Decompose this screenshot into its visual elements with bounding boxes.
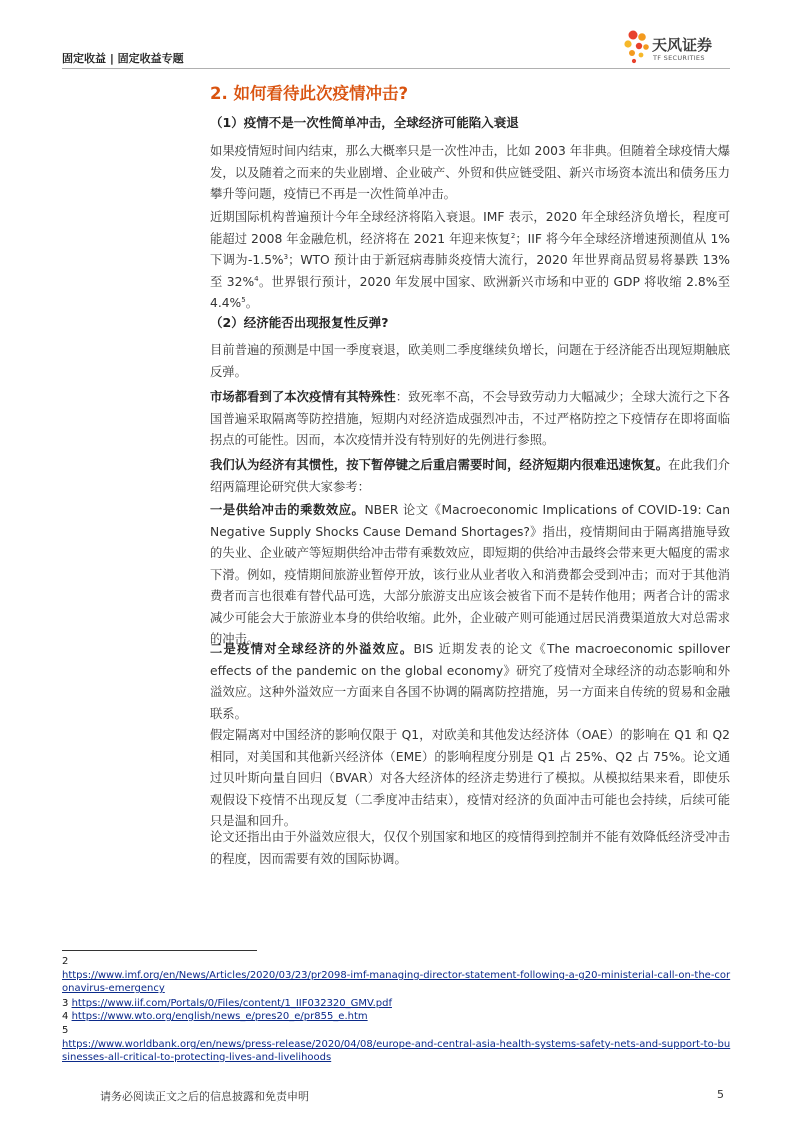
p2-text-a: 近期国际机构普遍预计今年全球经济将陷入衰退。IMF 表示，2020 年全球经济负增长，程度可能超过 2008 年金融危机，经济将在 2021 年迎来恢复	[210, 210, 730, 246]
footnote-divider	[62, 950, 257, 951]
footnote-ref-5[interactable]: 5	[241, 295, 246, 304]
p7-bold: 二是疫情对全球经济的外溢效应。	[210, 642, 414, 656]
p2-text-e: 。	[245, 296, 259, 310]
p2-text-c: ；WTO 预计由于新冠病毒肺炎疫情大流行，2020 年世界商品贸易将暴跌 13%至 32%	[210, 253, 730, 289]
footnote-ref-3[interactable]: 3	[283, 252, 289, 261]
paragraph-6	[210, 500, 730, 651]
footer-disclaimer: 请务必阅读正文之后的信息披露和免责申明	[100, 1090, 309, 1103]
logo-flower-icon	[622, 28, 652, 66]
paragraph-7	[210, 639, 730, 725]
p6-bold: 一是供给冲击的乘数效应。	[210, 503, 365, 517]
p5-bold: 我们认为经济有其惯性，按下暂停键之后重启需要时间，经济短期内很难迅速恢复。	[210, 458, 669, 472]
subheading-1: （1）疫情不是一次性简单冲击，全球经济可能陷入衰退	[210, 115, 519, 130]
footnote-3-link[interactable]: https://www.iif.com/Portals/0/Files/content/1_IIF032320_GMV.pdf	[71, 998, 392, 1009]
p6-rest: NBER 论文《Macroeconomic Implications of COVID-19: Can Negative Supply Shocks Cause Demand Shortages?》指出，疫情期间由于隔离措施导致的失业、企业破产等短期供给冲击带有乘数效应，即短期的供给冲击最终会带来更大幅度的需求下滑。例如，疫情期间旅游业暂停开放，该行业从业者收入和消费都会受到冲击；而对于其他消费者而言也很难有替代品可选，大部分旅游支出应该会被省下而不是转作他用；两者合计的需求减少可能会大于旅游业本身的供给收缩。此外，企业破产则可能通过居民消费渠道放大对总需求的冲击。	[210, 503, 730, 646]
p5-rest: 在此我们介绍两篇理论研究供大家参考：	[210, 458, 730, 494]
footnote-4	[62, 1010, 732, 1023]
logo-text-en: TF SECURITIES	[653, 54, 705, 62]
footnote-2-link[interactable]: https://www.imf.org/en/News/Articles/2020/03/23/pr2098-imf-managing-director-statement-following-a-g20-ministerial-call-on-the-coronavirus-emergency	[62, 970, 731, 994]
footnote-4-link[interactable]: https://www.wto.org/english/news_e/pres20_e/pr855_e.htm	[71, 1011, 368, 1022]
footnote-5-number: 5	[62, 1025, 69, 1036]
p7-rest: BIS 近期发表的论文《The macroeconomic spillover effects of the pandemic on the global economy》研究了疫情对全球经济的动态影响和外溢效应。这种外溢效应一方面来自各国不协调的隔离防控措施，另一方面来自传统的贸易和金融联系。	[210, 642, 730, 721]
p4-bold: 市场都看到了本次疫情有其特殊性	[210, 390, 396, 404]
page-number: 5	[717, 1088, 724, 1101]
paragraph-8: 假定隔离对中国经济的影响仅限于 Q1，对欧美和其他发达经济体（OAE）的影响在 Q1 和 Q2 相同，对美国和其他新兴经济体（EME）的影响程度分别是 Q1 占 25%、Q2 占 75%。论文通过贝叶斯向量自回归（BVAR）对各大经济体的经济走势进行了模拟。从模拟结果来看，即使乐观假设下疫情不出现反复（二季度冲击结束），疫情对经济的负面冲击可能也会持续，后续可能只是温和回升。	[210, 728, 730, 828]
footnote-3-number: 3	[62, 998, 69, 1009]
paragraph-5	[210, 455, 730, 498]
footnote-4-number: 4	[62, 1011, 69, 1022]
subheading-2: （2）经济能否出现报复性反弹?	[210, 315, 389, 330]
footnote-ref-4[interactable]: 4	[254, 274, 259, 283]
header-section-label: 固定收益 | 固定收益专题	[62, 52, 184, 65]
footnote-ref-2[interactable]: 2	[510, 231, 516, 240]
paragraph-4	[210, 387, 730, 452]
paragraph-3: 目前普遍的预测是中国一季度衰退，欧美则二季度继续负增长，问题在于经济能否出现短期触底反弹。	[210, 343, 730, 379]
footnote-3	[62, 997, 732, 1010]
footnote-2	[62, 969, 732, 995]
header-divider	[62, 68, 730, 69]
paragraph-9: 论文还指出由于外溢效应很大，仅仅个别国家和地区的疫情得到控制并不能有效降低经济受冲击的程度，因而需要有效的国际协调。	[210, 830, 730, 866]
company-logo	[622, 28, 737, 68]
paragraph-2	[210, 207, 730, 315]
p4-rest: ：致死率不高，不会导致劳动力大幅减少；全球大流行之下各国普遍采取隔离等防控措施，短期内对经济造成强烈冲击，不过严格防控之下疫情存在即将面临拐点的可能性。因而，本次疫情并没有特别好的先例进行参照。	[210, 390, 730, 447]
section-title: 2. 如何看待此次疫情冲击?	[210, 84, 409, 103]
logo-text-cn: 天风证券	[652, 36, 713, 54]
footnote-2-number: 2	[62, 956, 69, 967]
footnote-5	[62, 1038, 732, 1064]
paragraph-1: 如果疫情短时间内结束，那么大概率只是一次性冲击，比如 2003 年非典。但随着全球疫情大爆发，以及随着之而来的失业剧增、企业破产、外贸和供应链受阻、新兴市场资本流出和债务压力攀升等问题，疫情已不再是一次性简单冲击。	[210, 144, 730, 201]
p2-text-b: ；IIF 将今年全球经济增速预测值从 1%下调为-1.5%	[210, 231, 730, 267]
footnote-5-link[interactable]: https://www.worldbank.org/en/news/press-release/2020/04/08/europe-and-central-asia-health-systems-safety-nets-and-support-to-businesses-all-critical-to-protecting-lives-and-livelihoods	[62, 1039, 731, 1063]
p2-text-d: 。世界银行预计，2020 年发展中国家、欧洲新兴市场和中亚的 GDP 将收缩 2.8%至 4.4%	[210, 274, 730, 310]
